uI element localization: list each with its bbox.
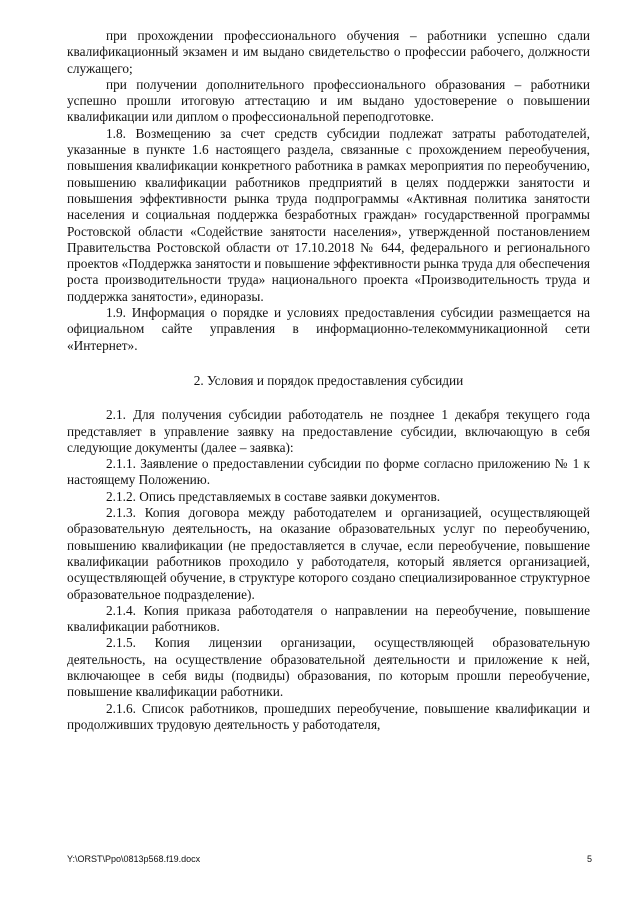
paragraph-2-1-2: 2.1.2. Опись представляемых в составе заявки документов.: [106, 488, 441, 504]
section-heading: 2. Условия и порядок предоставления субсидии: [193, 372, 464, 388]
paragraph-2-1-1: 2.1.1. Заявление о предоставлении субсидии по форме согласно приложению № 1 к настоящему Положению.: [67, 456, 590, 488]
paragraph-2-1-4: 2.1.4. Копия приказа работодателя о направлении на переобучение, повышение квалификации работников.: [67, 602, 590, 635]
footer-file-path: Y:\ORST\Ppo\0813p568.f19.docx: [67, 854, 201, 864]
paragraph-additional-education: при получении дополнительного профессионального образования – работники успешно прошли итоговую аттестацию и им выдано удостоверение о повышении квалификации или диплом о профессиональной переподготовке.: [67, 76, 590, 125]
paragraph-1-8: 1.8. Возмещению за счет средств субсидии подлежат затраты работодателей, указанные в пункте 1.6 настоящего раздела, связанные с прохождением переобучения, повышения квалификации конкретного работника в рамках мероприятия по переобучению, повышению квалификации работников предприятий в целях поддержки занятости и повышения эффективности рынка труда подпрограммы «Активная политика занятости населения и социальная поддержка безработных граждан» государственной программы Ростовской области «Содействие занятости населения», утвержденной постановлением Правительства Ростовской области от 17.10.2018 № 644, федерального и регионального проектов «Поддержка занятости и повышение эффективности рынка труда для обеспечения роста производительности труда» национального проекта «Производительность труда и поддержка занятости», единоразы.: [67, 125, 590, 304]
paragraph-2-1: 2.1. Для получения субсидии работодатель не позднее 1 декабря текущего года представляет в управление заявку на предоставление субсидии, включающую в себя следующие документы (далее – заявка):: [67, 407, 590, 455]
paragraph-professional-training: при прохождении профессионального обучения – работники успешно сдали квалификационный экзамен и им выдано свидетельство о профессии рабочего, должности служащего;: [67, 28, 590, 76]
paragraph-2-1-5: 2.1.5. Копия лицензии организации, осуществляющей образовательную деятельность, на осуществление образовательной деятельности и приложение к ней, включающее в себя виды (подвиды) образования, по которым прошли переобучение, повышение квалификации работники.: [67, 635, 590, 700]
page-number: 5: [586, 854, 592, 864]
paragraph-1-9: 1.9. Информация о порядке и условиях предоставления субсидии размещается на официальном сайте управления в информационно-телекоммуникационной сети «Интернет».: [67, 305, 590, 353]
paragraph-2-1-6: 2.1.6. Список работников, прошедших переобучение, повышение квалификации и продолживших трудовую деятельность у работодателя,: [67, 700, 590, 732]
paragraph-2-1-3: 2.1.3. Копия договора между работодателем и организацией, осуществляющей образовательную деятельность, на оказание образовательных услуг по переобучению, повышению квалификации (не предоставляется в случае, если переобучение, повышение квалификации работников проходило у работодателя, который является организацией, осуществляющей обучение, в структуре которого создано специализированное структурное образовательное подразделение).: [67, 505, 590, 602]
document-body: [67, 28, 590, 733]
